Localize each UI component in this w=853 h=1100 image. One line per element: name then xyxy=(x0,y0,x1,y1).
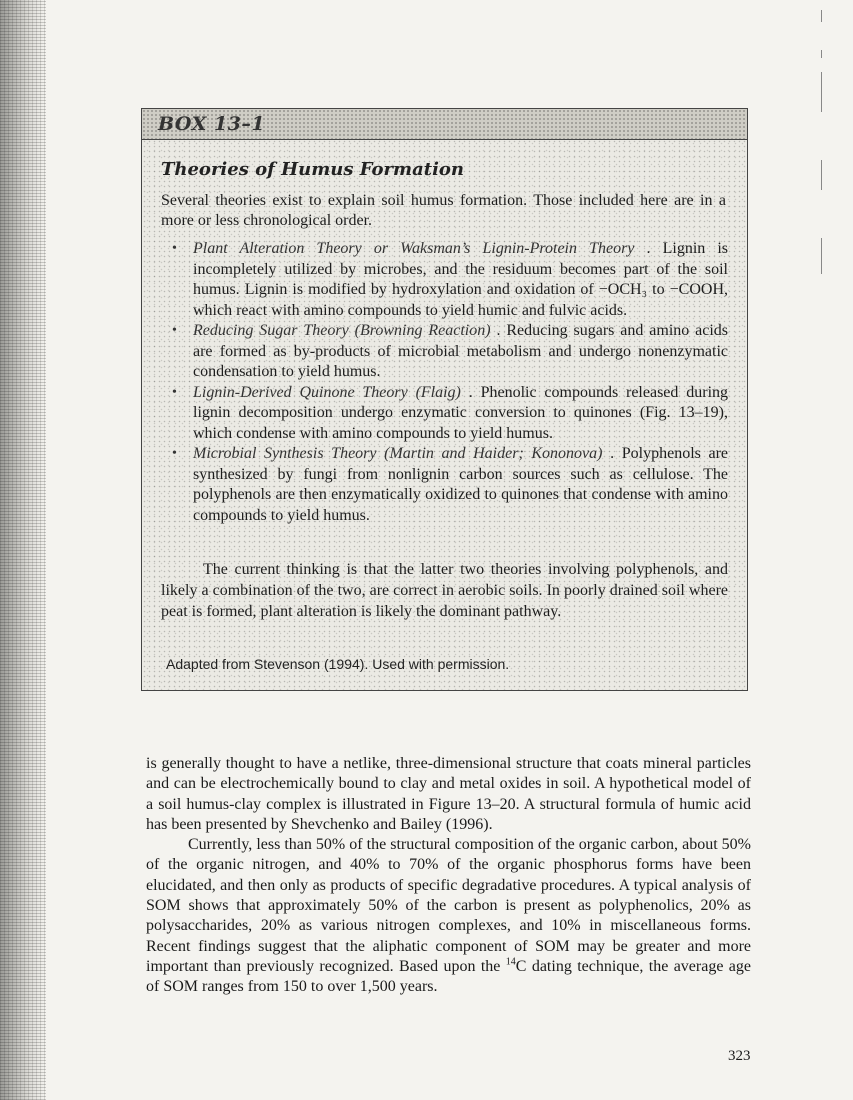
body-paragraph-1: is generally thought to have a netlike, three-dimensional structure that coats mineral particles and can be electrochemically bound to clay and metal oxides in soil. A hypothetical model of a soil humus-clay complex is illustrated in Figure 13–20. A structural formula of humic acid has been presented by Shevchenko and Bailey (1996). xyxy=(146,755,751,833)
box-label: BOX 13–1 xyxy=(158,113,266,135)
theory-item xyxy=(172,239,728,321)
box-header xyxy=(142,109,747,140)
theory-item xyxy=(172,444,728,526)
para2-text-before: Currently, less than 50% of the structural composition of the organic carbon, about 50% of the organic nitrogen, and 40% to 70% of the organic phosphorus forms have been elucidated, and then only as products of specific degradative procedures. A typical analysis of SOM shows that approximately 50% of the carbon is present as polyphenolics, 20% as polysaccharides, 20% as various nitrogen complexes, and 10% in miscellaneous forms. Recent findings suggest that the aliphatic component of SOM may be greater and more important than previously recognized. Based upon the xyxy=(146,836,751,975)
theory-text: Polyphenols are synthesized by fungi from nonlignin carbon sources such as cellulose. The polyphenols are then enzymatically oxidized to quinones that condense with amino compounds to yield humus. xyxy=(193,445,729,524)
theory-item xyxy=(172,383,728,445)
theory-item xyxy=(172,321,728,383)
theory-text: Reducing sugars and amino acids are formed as by-products of microbial metabolism and undergo nonenzymatic condensation to yield humus. xyxy=(193,322,729,380)
theory-sep: . xyxy=(610,445,622,462)
body-paragraph-2 xyxy=(146,835,751,997)
box-13-1 xyxy=(141,108,748,691)
isotope-superscript: 14 xyxy=(505,956,516,968)
body-text xyxy=(146,754,751,998)
theory-name: Microbial Synthesis Theory (Martin and Haider; Kononova) xyxy=(193,445,603,462)
theory-name: Plant Alteration Theory or Waksman’s Lignin-Protein Theory xyxy=(193,240,635,257)
theory-sep: . xyxy=(468,383,481,401)
theory-list xyxy=(172,239,728,526)
bullet-icon: • xyxy=(172,446,177,461)
box-credit: Adapted from Stevenson (1994). Used with permission. xyxy=(166,656,510,672)
theory-name: Lignin-Derived Quinone Theory (Flaig) xyxy=(193,383,461,401)
theory-text: Phenolic compounds released during lignin decomposition undergo enzymatic conversion to quinones (Fig. 13–19), which condense with amino compounds to yield humus. xyxy=(193,383,729,442)
page-number: 323 xyxy=(728,1048,751,1064)
box-closing-paragraph: The current thinking is that the latter two theories involving polyphenols, and likely a combination of the two, are correct in aerobic soils. In poorly drained soil where peat is formed, plant alteration is likely the dominant pathway. xyxy=(161,561,728,620)
scan-artifact-marks xyxy=(817,10,827,280)
box-intro: Several theories exist to explain soil humus formation. Those included here are in a more or less chronological order. xyxy=(161,192,726,229)
box-title: Theories of Humus Formation xyxy=(161,159,464,180)
theory-sep: . xyxy=(496,322,507,339)
theory-sep: . xyxy=(646,240,663,257)
bullet-icon: • xyxy=(172,323,177,338)
para2-text-after: C dating technique, the average age of SOM ranges from 150 to over 1,500 years. xyxy=(146,957,752,996)
theory-text: Lignin is incompletely utilized by microbes, and the residuum becomes part of the soil humus. Lignin is modified by hydroxylation and oxidation of −OCH₃ to −COOH, which react with amino compounds to yield humic and fulvic acids. xyxy=(193,240,729,319)
scanned-binding-edge xyxy=(0,0,46,1100)
bullet-icon: • xyxy=(172,384,177,400)
bullet-icon: • xyxy=(172,241,177,256)
theory-name: Reducing Sugar Theory (Browning Reaction) xyxy=(193,322,491,339)
